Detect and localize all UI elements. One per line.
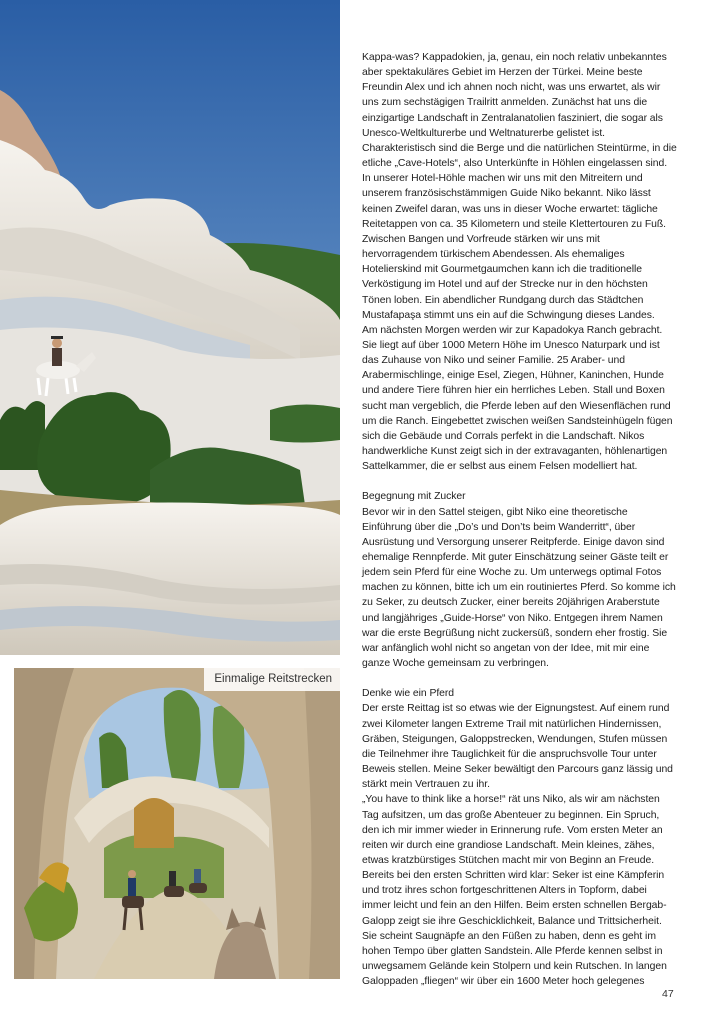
- section-heading: Denke wie ein Pferd: [362, 688, 455, 700]
- page-number: 47: [662, 988, 674, 1000]
- paragraph: Der erste Reittag ist so etwas wie der Eignungstest. Auf einem rund zwei Kilometer langen Extreme Trail mit natürlichen Hindernissen, Gräben, Steigungen, Galoppstrecken, Wendungen, Stufen müssen die Teilnehmer ihre Tauglichkeit für die anspruchsvolle Tour unter Beweis stellen. Meine Seker bewältigt den Parcours ganz lässig und stärkt mein Vertrauen zu ihr.: [362, 703, 673, 791]
- paragraph: „You have to think like a horse!“ rät uns Niko, als wir am nächsten Tag aufsitzen, um das große Abenteuer zu beginnen. Ein Spruch, den ich mir immer wieder in Erinnerung rufe. Vom ersten Meter an reiten wir durch eine grandiose Landschaft. Mein kleines, zähes, etwas kratzbürstiges Stütchen macht mir von Beginn an Freude. Bereits bei den ersten Schritten wird klar: Seker ist eine Kämpferin und trotz ihres schon fortgeschrittenen Alters in Topform, dabei immer leicht und fein an den Hilfen. Beim ersten schnellen Bergab-Galopp zeigt sie ihre Geschicklichkeit, Balance und Trittsicherheit. Sie scheint Saugnäpfe an den Füßen zu haben, denn es geht im hohen Tempo über glatten Sandstein. Alle Pferde kennen selbst in unwegsamem Gelände kein Stolpern und kein Rutschen. In langen Galoppaden „fliegen“ wir über ein 1600 Meter hoch gelegenes: [362, 794, 667, 988]
- paragraph: Am nächsten Morgen werden wir zur Kapadokya Ranch gebracht. Sie liegt auf über 1000 Metern Höhe im Unesco Naturpark und ist das Zuhause von Niko und seiner Familie. 25 Araber- und Arabermischlinge, einige Esel, Ziegen, Hühner, Kaninchen, Hunde und andere Tiere führen hier ein herrliches Leben. Stall und Boxen sucht man vergeblich, die Pferde leben auf den Wiesenflächen rund um die Ranch. Eingebettet zwischen weißen Sandsteinhügeln fügen sich die Gebäude und Corrals perfekt in die Landschaft. Nikos handwerkliche Kunst zeigt sich in der extravaganten, höhlenartigen Sattelkammer, die er selbst aus einem Felsen modelliert hat.: [362, 324, 673, 473]
- photo-caption: Einmalige Reitstrecken: [204, 668, 340, 691]
- section-heading: Begegnung mit Zucker: [362, 491, 466, 503]
- paragraph: Kappa-was? Kappadokien, ja, genau, ein noch relativ unbekanntes aber spektakuläres Gebiet im Herzen der Türkei. Meine beste Freundin Alex und ich ahnen noch nicht, was uns erwartet, als wir uns zum sechstägigen Trailritt anmelden. Zunächst hat uns die einzigartige Landschaft in Zentralanatolien fasziniert, die sogar als Unesco-Weltkulturerbe und Weltnaturerbe gelistet ist. Charakteristisch sind die Berge und die natürlichen Steintürme, in die etliche „Cave-Hotels“, also Unterkünfte in Höhlen eingelassen sind. In unserer Hotel-Höhle machen wir uns mit den Mitreitern und unserem französischstämmigen Guide Niko bekannt. Niko lässt keinen Zweifel daran, was uns in dieser Woche erwartet: tägliche Reitetappen von ca. 35 Kilometern und steile Klettertouren zu Fuß.: [362, 52, 677, 230]
- rock-arch-photo: [14, 668, 340, 979]
- landscape-photo: [0, 0, 340, 655]
- paragraph: Zwischen Bangen und Vorfreude stärken wir uns mit hervorragendem türkischem Abendessen. Als ehemaliges Hotelierskind mit Gourmetgaumchen kann ich die traditionelle Verköstigung im Hotel und auf der Strecke nur in den höchsten Tönen loben. Ein abendlicher Rundgang durch das Städtchen Mustafapaşa stimmt uns ein auf die Schwingung dieses Landes.: [362, 233, 655, 321]
- article-text: [362, 50, 678, 989]
- paragraph: Bevor wir in den Sattel steigen, gibt Niko eine theoretische Einführung über die „Do’s und Don’ts beim Wanderritt“, über Ausrüstung und Versorgung unserer Reitpferde. Einige davon sind ehemalige Rennpferde. Mit guter Einschätzung seiner Gäste teilt er jedem sein Pferd für eine Woche zu. Um unterwegs optimal Fotos machen zu können, bitte ich um ein routiniertes Pferd. So komme ich zu Seker, zu deutsch Zucker, einer bereits 20jährigen Araberstute und langjähriges „Guide-Horse“ von Niko. Entgegen ihrem Namen war die erste Begrüßung nicht zuckersüß, sondern eher frostig. Sie war anfänglich wohl nicht so angetan von der Idee, mit mir eine ganze Woche gemeinsam zu verbringen.: [362, 506, 676, 670]
